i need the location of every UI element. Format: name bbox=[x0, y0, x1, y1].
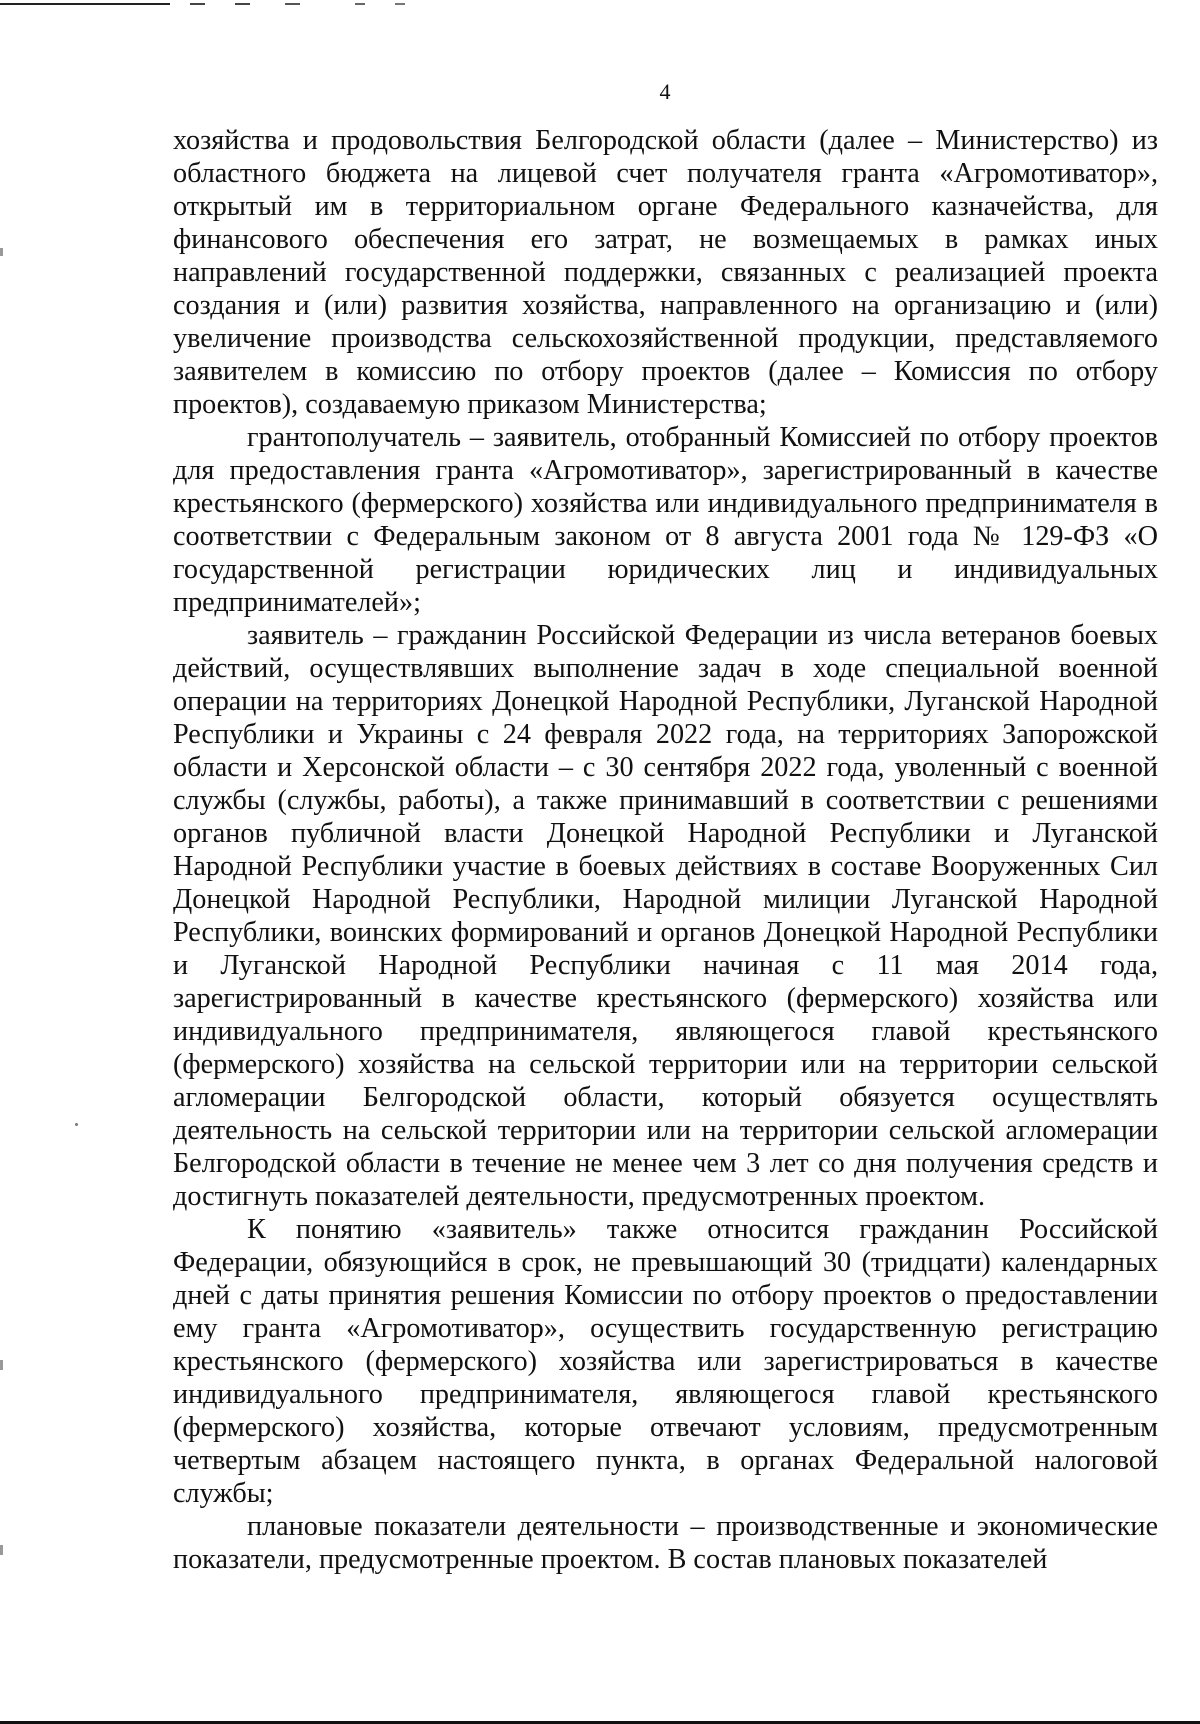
paragraph: грантополучатель – заявитель, отобранный Комиссией по отбору проектов для предоставления гранта «Агромотиватор», зарегистрированный в качестве крестьянского (фермерского) хозяйства или индивидуального предпринимателя в соответствии с Федеральным законом от 8 августа 2001 года № 129-ФЗ «О государственной регистрации юридических лиц и индивидуальных предпринимателей»; bbox=[173, 422, 1158, 618]
scan-edge-left-mark bbox=[0, 1360, 3, 1370]
scan-edge-top bbox=[0, 3, 440, 5]
page-number: 4 bbox=[659, 79, 671, 104]
scan-edge-left-mark bbox=[0, 248, 3, 256]
scan-edge-left-mark bbox=[0, 1545, 3, 1555]
paragraph: К понятию «заявитель» также относится гражданин Российской Федерации, обязующийся в срок, не превышающий 30 (тридцати) календарных дней с даты принятия решения Комиссии по отбору проектов о предоставлении ему гранта «Агромотиватор», осуществить государственную регистрацию крестьянского (фермерского) хозяйства или зарегистрироваться в качестве индивидуального предпринимателя, являющегося главой крестьянского (фермерского) хозяйства, которые отвечают условиям, предусмотренным четвертым абзацем настоящего пункта, в органах Федеральной налоговой службы; bbox=[173, 1214, 1158, 1509]
paragraph: плановые показатели деятельности – производственные и экономические показатели, предусмотренные проектом. В состав плановых показателей bbox=[173, 1511, 1158, 1575]
scan-speck bbox=[75, 1123, 78, 1126]
document-body bbox=[173, 124, 1158, 1576]
paragraph: заявитель – гражданин Российской Федерации из числа ветеранов боевых действий, осуществлявших выполнение задач в ходе специальной военной операции на территориях Донецкой Народной Республики, Луганской Народной Республики и Украины с 24 февраля 2022 года, на территориях Запорожской области и Херсонской области – с 30 сентября 2022 года, уволенный с военной службы (службы, работы), а также принимавший в соответствии с решениями органов публичной власти Донецкой Народной Республики и Луганской Народной Республики участие в боевых действиях в составе Вооруженных Сил Донецкой Народной Республики, Народной милиции Луганской Народной Республики, воинских формирований и органов Донецкой Народной Республики и Луганской Народной Республики начиная с 11 мая 2014 года, зарегистрированный в качестве крестьянского (фермерского) хозяйства или индивидуального предпринимателя, являющегося главой крестьянского (фермерского) хозяйства на сельской территории или на территории сельской агломерации Белгородской области, который обязуется осуществлять деятельность на сельской территории или на территории сельской агломерации Белгородской области в течение не менее чем 3 лет со дня получения средств и достигнуть показателей деятельности, предусмотренных проектом. bbox=[173, 620, 1158, 1212]
paragraph: хозяйства и продовольствия Белгородской области (далее – Министерство) из областного бюджета на лицевой счет получателя гранта «Агромотиватор», открытый им в территориальном органе Федерального казначейства, для финансового обеспечения его затрат, не возмещаемых в рамках иных направлений государственной поддержки, связанных с реализацией проекта создания и (или) развития хозяйства, направленного на организацию и (или) увеличение производства сельскохозяйственной продукции, представляемого заявителем в комиссию по отбору проектов (далее – Комиссия по отбору проектов), создаваемую приказом Министерства; bbox=[173, 125, 1158, 420]
